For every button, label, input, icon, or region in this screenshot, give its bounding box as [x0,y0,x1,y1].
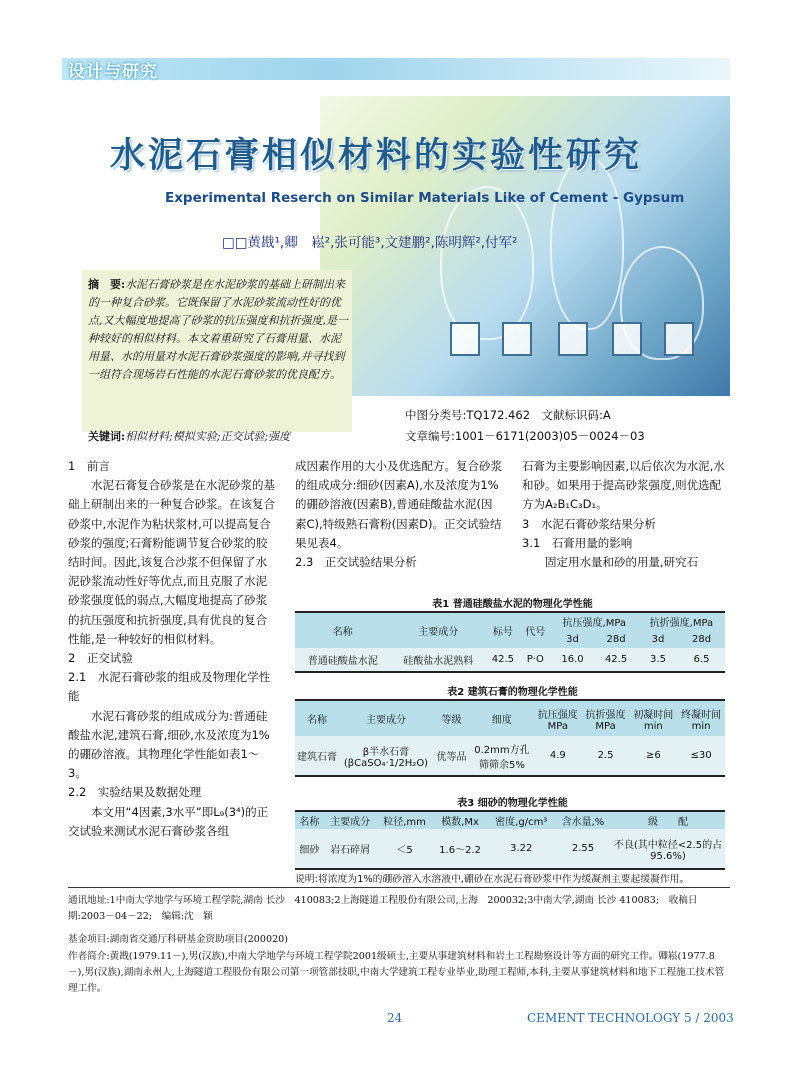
table2-cell: 优等品 [436,752,467,763]
section-heading: 2.2 实验结果及数据处理 [68,785,202,800]
table3-cell: 2.55 [571,843,595,854]
table2-header: 名称 [307,715,327,726]
table1-cell: 硅酸盐水泥熟料 [403,656,474,667]
table2-caption: 表2 建筑石膏的物理化学性能 [447,687,578,698]
table1-subheader: 28d [692,633,712,645]
body-paragraph: 水泥石膏复合砂浆是在水泥砂浆的基础上研制出来的一种复合砂浆。在该复合砂浆中,水泥作为粘状浆材,可以提高复合砂浆的强度;石膏粉能调节复合砂浆的胶结时间。因此,该复合沙浆不但保留了水泥砂浆流动性好等优点,而且克服了水泥砂浆强度低的弱点,大幅度地提高了砂浆的抗压强度和抗折强度,具有优良的复合性能,是一种较好的相似材料。 [68,478,275,646]
table-note: 说明:将浓度为1%的硼砂溶入水溶液中,硼砂在水泥石膏砂浆中作为缓凝剂主要起缓凝作用。 [295,874,690,885]
table3-cell: 3.22 [510,843,533,854]
table3-cell: 岩石碎屑 [330,845,371,856]
section-label: 设计与研究 [68,62,158,82]
body-column-2 [295,457,503,572]
article-title: 水泥石膏相似材料的实验性研究 [110,135,643,176]
table3-header: 级 配 [648,817,688,828]
table1-cell: 3.5 [650,654,666,665]
table1-cell: 普通硅酸盐水泥 [307,656,378,667]
table3-header: 粒径,mm [383,817,426,828]
table1-caption: 表1 普通硅酸盐水泥的物理化学性能 [432,599,593,610]
table3-header: 含水量,% [561,817,605,828]
table1-cell: 42.5 [604,654,628,665]
table3-header: 主要成分 [330,817,371,828]
keywords [88,428,358,446]
footnote-author: 作者简介:黄戡(1979.11－),男(汉族),中南大学地学与环境工程学院2001级硕士,主要从事建筑材料和岩土工程勘察设计等方面的研究工作。卿崧(1977.8－),男(汉族),湖南永州人,上海隧道工程股份有限公司第一项管部技职,中南大学建筑工程专业毕业,助理工程师,本科,主要从事建筑材料和地下工程施工技术管理工作。 [68,951,725,994]
table3-header: 名称 [299,817,320,828]
table1 [295,611,725,673]
body-paragraph: 固定用水量和砂的用量,研究石 [545,555,699,570]
tile-icon [612,322,642,356]
table2 [295,699,725,777]
flask-icon [550,156,624,330]
table1-cell: 16.0 [561,654,584,665]
abstract [88,276,350,384]
table3-cell: ＜5 [396,845,413,856]
table2-header-label: 抗折强度 [585,709,626,721]
table3-cell: 1.6～2.2 [439,845,481,856]
table2-header-unit: min [643,720,663,732]
table2-header: 等级 [441,715,462,726]
footnote-fund: 基金项目:湖南省交通厅科研基金资助项目(200020) [68,934,289,945]
table2-header: 细度 [491,715,512,726]
body-paragraph: 本文用“4因素,3水平”即L₉(3⁴)的正交试验来测试水泥石膏砂浆各组 [68,804,269,838]
table2-header [582,700,630,736]
section-heading: 2.1 水泥石膏砂浆的组成及物理化学性能 [68,670,271,704]
tile-icon [502,322,532,356]
table2-header-label: 抗压强度 [537,709,578,721]
abstract-text: 水泥石膏砂浆是在水泥砂浆的基础上研制出来的一种复合砂浆。它既保留了水泥砂浆流动性好的优点,又大幅度地提高了砂浆的抗压强度和抗折强度,是一种较好的相似材料。本文着重研究了石膏用量、水泥用量、水的用量对水泥石膏砂浆强度的影响,并寻找到一组符合现场岩石性能的水泥石膏砂浆的优良配方。 [88,278,348,381]
table2-cell: ≥6 [645,750,661,761]
tile-icon [664,322,694,356]
table3-cell: 不良(其中粒径<2.5的占95.6%) [613,839,723,862]
table1-cell: P·O [526,654,544,665]
footnote-address: 通讯地址:1中南大学地学与环境工程学院,湖南 长沙 410083;2上海隧道工程股份有限公司,上海 200032;3中南大学,湖南 长沙 410083; 收稿日期:2003－04－22; 编辑:沈 颖 [68,895,698,922]
journal-footer: CEMENT TECHNOLOGY 5 / 2003 [527,1011,734,1025]
table2-header-unit: min [691,720,711,732]
table2-cell: 4.9 [549,750,566,761]
table2-header-label: 初凝时间 [633,709,674,721]
footnote-divider [68,887,730,888]
table2-header: 主要成分 [366,715,406,726]
author-list: □□黄戡¹,卿 崧²,张可能³,文建鹏²,陈明辉²,付军² [222,235,518,251]
table2-cell: 2.5 [597,750,614,761]
table3-header: 密度,g/cm³ [495,817,548,828]
abstract-label: 摘 要: [88,278,126,291]
body-paragraph: 石膏为主要影响因素,以后依次为水泥,水和砂。如果用于提高砂浆强度,则优选配方为A₂B₁C₃D₁。 [522,459,725,512]
table1-cell: 6.5 [693,654,710,665]
header-band [62,58,730,80]
table2-header-label: 终凝时间 [681,709,722,721]
body-paragraph: 水泥石膏砂浆的组成成分为:普通硅酸盐水泥,建筑石膏,细砂,水及浓度为1%的硼砂溶液。其物理化学性能如表1～3。 [68,708,270,781]
section-heading: 2 正交试验 [68,651,133,666]
table3-caption: 表3 细砂的物理化学性能 [457,798,568,809]
article-number: 文章编号:1001－6171(2003)05－0024－03 [405,429,645,443]
flask-icon [440,186,534,340]
table2-header [534,700,582,736]
table1-header: 抗压强度,MPa [562,618,627,629]
tile-icon [450,322,480,356]
table1-header: 标号 [492,627,513,638]
page-number: 24 [387,1011,403,1025]
table2-cell: 建筑石膏 [297,752,337,763]
table2-header-unit: MPa [595,720,616,732]
table1-header: 主要成分 [418,627,459,638]
table2-cell: 0.2mm方孔筛筛余5% [474,744,530,771]
table2-cell: β半水石膏(βCaSO₄·1/2H₂O) [343,746,429,769]
table2-header-unit: MPa [547,720,568,732]
keywords-label: 关键词: [88,430,126,443]
body-column-3 [522,457,728,572]
section-heading: 2.3 正交试验结果分析 [295,555,417,570]
table1-header: 代号 [525,627,546,638]
table1-subheader: 28d [606,633,626,645]
clc-number: 中图分类号:TQ172.462 文献标识码:A [405,408,611,422]
body-paragraph: 成因素作用的大小及优选配方。复合砂浆的组成成分:细砂(因素A),水及浓度为1%的硼砂溶液(因素B),普通硅酸盐水泥(因素C),特级熟石膏粉(因素D)。正交试验结果见表4。 [295,459,502,550]
tile-icon [558,322,588,356]
table1-subheader: 3d [566,633,579,645]
table2-cell: ≤30 [690,750,712,761]
keywords-text: 相似材料;模拟实验;正交试验;强度 [125,430,291,443]
english-title: Experimental Reserch on Similar Materials Like of Cement - Gypsum [165,190,685,206]
section-heading: 1 前言 [68,459,110,473]
table3-cell: 细砂 [299,845,320,856]
table3-header: 模数,Mx [441,817,479,828]
table1-cell: 42.5 [491,654,514,665]
table3 [295,810,725,870]
section-heading: 3 水泥石膏砂浆结果分析 [522,516,656,531]
table1-header: 抗折强度,MPa [649,618,714,629]
section-heading: 3.1 石膏用量的影响 [522,535,633,550]
table2-header [629,700,677,736]
table2-header [677,700,725,736]
body-column-1 [68,457,275,841]
table1-header: 名称 [332,627,353,638]
table1-subheader: 3d [651,633,665,645]
